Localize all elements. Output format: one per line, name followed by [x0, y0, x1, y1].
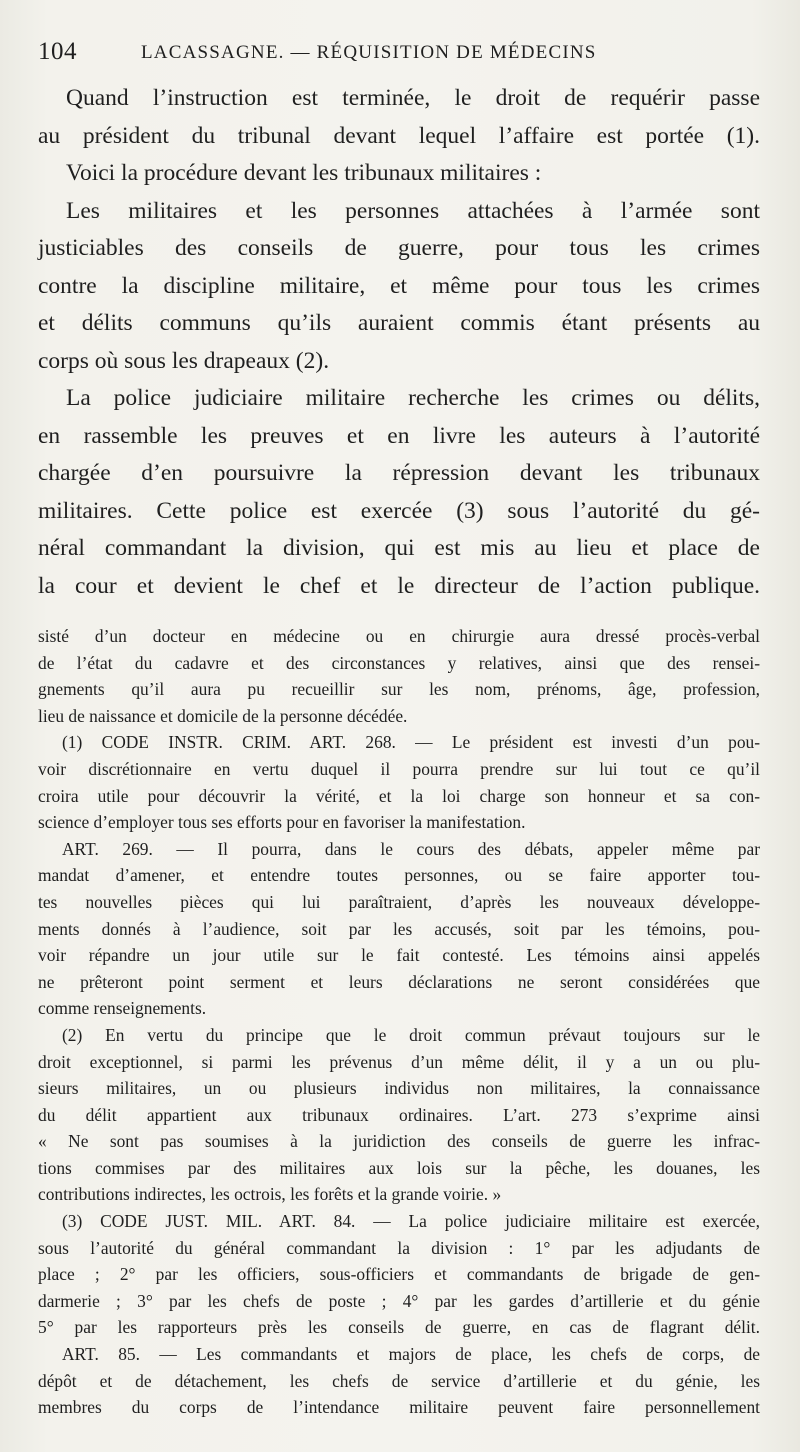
footnotes — [38, 623, 760, 1421]
main-line: chargée d’en poursuivre la répression devant les tribunaux — [38, 460, 760, 486]
footnote-line: (1) CODE INSTR. CRIM. ART. 268. — Le président est investi d’un pou- — [62, 732, 760, 753]
footnote-line: sous l’autorité du général commandant la division : 1° par les adjudants de — [38, 1237, 760, 1258]
footnote-line: voir discrétionnaire en vertu duquel il pourra prendre sur lui tout ce qu’il — [38, 758, 760, 779]
running-title: LACASSAGNE. — RÉQUISITION DE MÉDECINS — [141, 42, 597, 63]
main-line: Les militaires et les personnes attachées à l’armée sont — [66, 197, 760, 224]
footnote-line: dépôt et de détachement, les chefs de service d’artillerie et du génie, les — [38, 1370, 760, 1391]
footnote-line: ART. 269. — Il pourra, dans le cours des débats, appeler même par — [62, 838, 760, 859]
main-line: au président du tribunal devant lequel l’affaire est portée (1). — [38, 122, 760, 149]
footnote-line: tions commises par des militaires aux lois sur la pêche, les douanes, les — [38, 1157, 760, 1178]
footnote-line: de l’état du cadavre et des circonstances y relatives, ainsi que des rensei- — [38, 652, 760, 673]
main-line: militaires. Cette police est exercée (3) sous l’autorité du gé- — [38, 497, 760, 524]
footnote-line: membres du corps de l’intendance militaire peuvent faire personnellement — [38, 1397, 760, 1418]
main-text — [38, 80, 760, 605]
main-line: Quand l’instruction est terminée, le droit de requérir passe — [66, 85, 760, 111]
footnote-line: croira utile pour découvrir la vérité, et la loi charge son honneur et sa con- — [38, 785, 760, 806]
footnote-line: contributions indirectes, les octrois, les forêts et la grande voirie. » — [38, 1184, 502, 1205]
footnote-line: mandat d’amener, et entendre toutes personnes, ou se faire apporter tou- — [38, 865, 760, 886]
main-line: La police judiciaire militaire recherche les crimes ou délits, — [66, 385, 760, 411]
main-line: contre la discipline militaire, et même pour tous les crimes — [38, 272, 760, 299]
footnote-line: ART. 85. — Les commandants et majors de place, les chefs de corps, de — [62, 1344, 760, 1365]
footnote-line: sieurs militaires, un ou plusieurs individus non militaires, la connaissance — [38, 1078, 760, 1099]
main-line: en rassemble les preuves et en livre les auteurs à l’autorité — [38, 422, 760, 449]
footnote-line: (3) CODE JUST. MIL. ART. 84. — La police judiciaire militaire est exercée, — [62, 1211, 760, 1232]
footnote-line: place ; 2° par les officiers, sous-officiers et commandants de brigade de gen- — [38, 1264, 760, 1285]
footnote-line: ments donnés à l’audience, soit par les accusés, soit par les témoins, pou- — [38, 918, 760, 939]
footnote-line: 5° par les rapporteurs près les conseils de guerre, en cas de flagrant délit. — [38, 1317, 760, 1338]
footnote-line: du délit appartient aux tribunaux ordinaires. L’art. 273 s’exprime ainsi — [38, 1104, 760, 1125]
footnote-line: ne prêteront point serment et leurs déclarations ne seront considérées que — [38, 971, 760, 992]
main-line: néral commandant la division, qui est mis au lieu et place de — [38, 535, 760, 561]
main-line: Voici la procédure devant les tribunaux militaires : — [66, 160, 542, 186]
main-line: corps où sous les drapeaux (2). — [38, 347, 330, 374]
footnote-line: gnements qu’il aura pu recueillir sur les nom, prénoms, âge, profession, — [38, 679, 760, 700]
footnote-line: tes nouvelles pièces qui lui paraîtraient, d’après les nouveaux développe- — [38, 891, 760, 912]
main-line: la cour et devient le chef et le directeur de l’action publique. — [38, 572, 760, 599]
footnote-line: science d’employer tous ses efforts pour en favoriser la manifestation. — [38, 812, 526, 833]
footnote-line: sisté d’un docteur en médecine ou en chirurgie aura dressé procès-verbal — [38, 626, 760, 646]
main-line: et délits communs qu’ils auraient commis étant présents au — [38, 310, 760, 336]
footnote-line: (2) En vertu du principe que le droit commun prévaut toujours sur le — [62, 1024, 760, 1045]
footnote-line: voir répandre un jour utile sur le fait contesté. Les témoins ainsi appelés — [38, 945, 760, 966]
running-head — [38, 38, 768, 78]
footnote-line: droit exceptionnel, si parmi les prévenus d’un même délit, il y a un ou plu- — [38, 1051, 760, 1072]
footnote-line: lieu de naissance et domicile de la personne décédée. — [38, 705, 408, 726]
page-number: 104 — [38, 38, 77, 65]
footnote-line: darmerie ; 3° par les chefs de poste ; 4° par les gardes d’artillerie et du génie — [38, 1290, 760, 1311]
footnote-line: comme renseignements. — [38, 998, 207, 1019]
footnote-line: « Ne sont pas soumises à la juridiction des conseils de guerre les infrac- — [38, 1131, 760, 1152]
main-line: justiciables des conseils de guerre, pour tous les crimes — [38, 235, 760, 261]
